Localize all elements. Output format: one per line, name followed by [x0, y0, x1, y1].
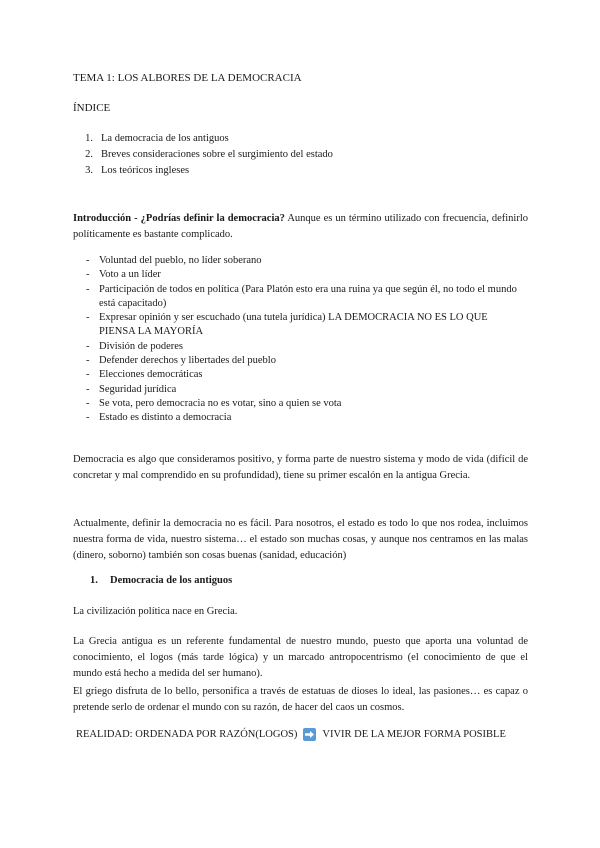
- list-item: [86, 311, 526, 340]
- bullet-dash: -: [86, 312, 90, 324]
- bullet-dash: -: [86, 269, 90, 281]
- section-heading: [90, 575, 232, 586]
- realidad-line: [76, 728, 506, 741]
- toc-number: 3.: [85, 165, 93, 176]
- intro-text: Aunque es un término utilizado con frecuencia, definirlo políticamente es bastante complicado.: [73, 213, 528, 240]
- list-item: [86, 340, 526, 354]
- list-item-text: Expresar opinión y ser escuchado (una tutela jurídica) LA DEMOCRACIA NO ES LO QUE PIENSA LA MAYORÍA: [99, 312, 488, 338]
- toc-item: [73, 131, 333, 147]
- list-item-text: División de poderes: [99, 340, 183, 352]
- toc-item: [73, 147, 333, 163]
- right-arrow-icon: [303, 728, 316, 741]
- list-item: [86, 254, 526, 268]
- list-item-text: Participación de todos en política (Para Platón esto era una ruina ya que según él, no todo el mundo está capacitado): [99, 283, 517, 309]
- list-item-text: Voto a un líder: [99, 269, 161, 281]
- toc-number: 1.: [85, 133, 93, 144]
- intro-paragraph: [73, 211, 528, 243]
- toc-item: [73, 163, 333, 179]
- table-of-contents: [73, 131, 333, 179]
- section-title: Democracia de los antiguos: [110, 575, 233, 586]
- list-item: [86, 411, 526, 425]
- paragraph-democracia: Democracia es algo que consideramos positivo, y forma parte de nuestro sistema y modo de vida (difícil de concretar y mal comprendido en su profundidad), tiene su primer escalón en la antigua Grecia.: [73, 454, 528, 481]
- list-item: [86, 368, 526, 382]
- bullet-dash: -: [86, 255, 90, 266]
- intro-heading: Introducción - ¿Podrías definir la democracia?: [73, 213, 285, 224]
- list-item: [86, 383, 526, 397]
- list-item-text: Se vota, pero democracia no es votar, sino a quien se vota: [99, 397, 342, 409]
- list-item: [86, 283, 526, 312]
- paragraph-griego: El griego disfruta de lo bello, personifica a través de estatuas de dioses lo ideal, las pasiones… es capaz o pretende serlo de ordenar el mundo con su razón, de hacer del caos un cosmos.: [73, 686, 528, 713]
- paragraph-grecia: La Grecia antigua es un referente fundamental de nuestro mundo, puesto que aporta una voluntad de conocimiento, el logos (más tarde lógica) y un marcado antropocentrismo (el conocimiento de que el mundo está hecho a medida del ser humano).: [73, 636, 528, 679]
- bullet-dash: -: [86, 397, 90, 409]
- list-item-text: Voluntad del pueblo, no líder soberano: [99, 255, 262, 266]
- toc-text: La democracia de los antiguos: [101, 133, 229, 144]
- realidad-left-text: REALIDAD: ORDENADA POR RAZÓN(LOGOS): [76, 729, 298, 740]
- index-heading: ÍNDICE: [73, 102, 111, 114]
- list-item-text: Defender derechos y libertades del pueblo: [99, 355, 276, 367]
- list-item-text: Seguridad jurídica: [99, 383, 177, 395]
- list-item-text: Estado es distinto a democracia: [99, 412, 232, 424]
- bullet-dash: -: [86, 355, 90, 367]
- realidad-right-text: VIVIR DE LA MEJOR FORMA POSIBLE: [322, 729, 506, 740]
- toc-number: 2.: [85, 149, 93, 160]
- toc-text: Breves consideraciones sobre el surgimiento del estado: [101, 149, 333, 160]
- paragraph-actualmente: Actualmente, definir la democracia no es fácil. Para nosotros, el estado es todo lo que nos rodea, incluimos nuestra forma de vida, nuestro sistema… el estado son muchas cosas, y aunque nos centramos en las malas (dinero, soborno) también son cosas buenas (sanidad, educación): [73, 518, 528, 561]
- list-item: [86, 268, 526, 282]
- document-title: TEMA 1: LOS ALBORES DE LA DEMOCRACIA: [73, 72, 302, 84]
- bullet-dash: -: [86, 412, 90, 424]
- section-number: 1.: [90, 575, 98, 586]
- toc-text: Los teóricos ingleses: [101, 165, 190, 176]
- bullet-dash: -: [86, 340, 90, 352]
- bullet-dash: -: [86, 283, 90, 295]
- list-item-text: Elecciones democráticas: [99, 369, 203, 381]
- list-item: [86, 354, 526, 368]
- bullet-dash: -: [86, 369, 90, 381]
- definition-list: [86, 254, 526, 426]
- paragraph-civilizacion: La civilización política nace en Grecia.: [73, 606, 238, 617]
- list-item: [86, 397, 526, 411]
- bullet-dash: -: [86, 383, 90, 395]
